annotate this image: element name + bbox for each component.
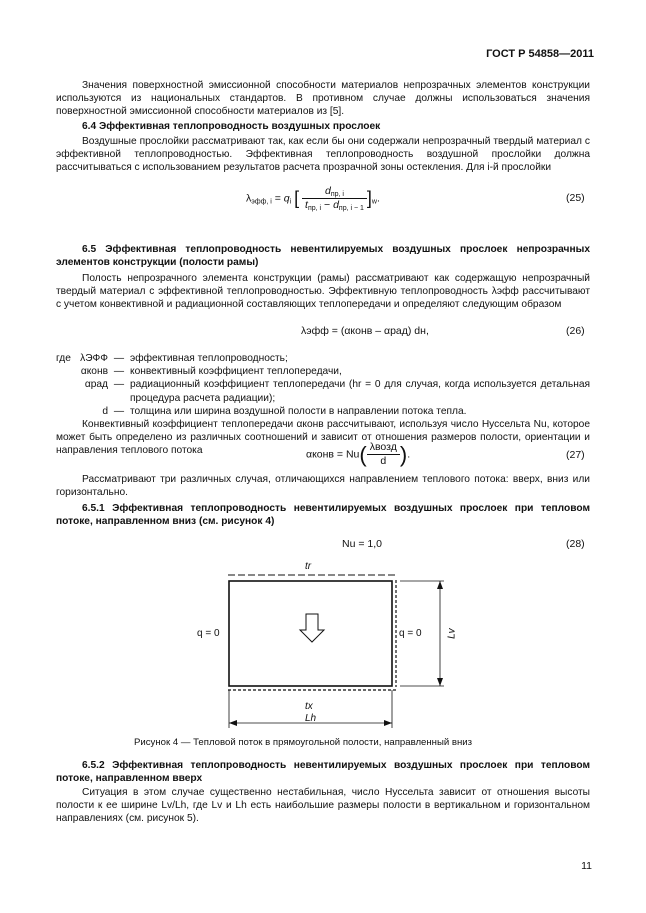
eq25-lambda: λ xyxy=(246,192,252,205)
definition-row: d — толщина или ширина воздушной полости в направлении потока тепла. xyxy=(56,405,590,418)
figure-label-lv: Lv xyxy=(446,628,458,639)
figure-label-tr: tr xyxy=(305,561,312,572)
definition-row: αрад — радиационный коэффициент теплопередачи (hr = 0 для случая, когда используется детальная процедура расчета радиации); xyxy=(56,378,590,404)
eq25-den-b-sub: пр, i − 1 xyxy=(338,205,364,213)
paragraph-three-cases: Рассматривают три различных случая, отличающихся направлением теплового потока: вверх, вниз или горизонтально. xyxy=(56,474,590,499)
figure-4-caption: Рисунок 4 — Тепловой поток в прямоугольной полости, направленный вниз xyxy=(134,737,473,748)
eq25-q: q xyxy=(283,192,290,205)
equation-25-number: (25) xyxy=(566,192,585,204)
eq27-den: d xyxy=(380,455,387,468)
equation-27-number: (27) xyxy=(566,449,585,461)
page-number: 11 xyxy=(581,860,592,872)
eq27-fraction xyxy=(367,441,400,468)
eq25-num: d xyxy=(324,185,331,197)
eq25-equals: = xyxy=(271,192,284,205)
heading-6-5: 6.5 Эффективная теплопроводность невентилируемых воздушных прослоек непрозрачных элементов конструкции (полости рамы) xyxy=(56,244,590,269)
eq25-lambda-sub: эфф, i xyxy=(251,198,272,206)
eq25-num-sub: пр, i xyxy=(330,191,344,198)
definition-symbol xyxy=(56,352,108,365)
figure-label-right-q: q = 0 xyxy=(399,628,422,639)
definition-symbol: αрад xyxy=(84,379,108,391)
definition-text: конвективный коэффициент теплопередачи, xyxy=(130,366,342,378)
definitions-list xyxy=(56,352,590,418)
definition-text: радиационный коэффициент теплопередачи (hr = 0 для случая, когда используется детальная процедура расчета радиации); xyxy=(130,379,590,404)
lv-arrow-bottom xyxy=(437,678,443,686)
figure-4-diagram xyxy=(190,556,460,732)
document-header: ГОСТ Р 54858—2011 xyxy=(486,48,594,60)
equation-27: αконв = Nu( $\frac{\text{λвозд}}{d}$ ). xyxy=(306,441,411,468)
eq27-end: . xyxy=(407,448,411,461)
lv-arrow-top xyxy=(437,581,443,589)
equation-28-number: (28) xyxy=(566,538,585,550)
definition-symbol: d xyxy=(102,405,108,417)
definitions-intro: где xyxy=(56,353,71,364)
eq25-den-b: d xyxy=(333,199,339,212)
equation-25: $\lambda_{эфф, i} = q_i$ [ $\frac{d_{пр, i}}{t_{пр, i} - d_{пр, i - 1}}$ ]$_w$. xyxy=(246,185,380,213)
figure-label-tx: tx xyxy=(305,701,313,712)
eq25-den-a: t xyxy=(305,199,308,212)
paragraph-frame-cavity: Полость непрозрачного элемента конструкции (рамы) рассматривают как содержащую непрозрачный твердый материал с эффективной теплопроводностью. Эффективную теплопроводность λэфф рассчитывают с учетом конвективной и радиационной составляющих теплопередачи и определяют следующим образом xyxy=(56,273,590,311)
equation-26-number: (26) xyxy=(566,325,585,337)
definition-text: толщина или ширина воздушной полости в направлении потока тепла. xyxy=(130,405,467,417)
equation-26: λэфф = (αконв – αрад) dн, xyxy=(301,325,429,337)
eq25-w: w xyxy=(371,198,377,206)
paragraph-air-layers xyxy=(56,135,590,175)
paragraph-convective: Конвективный коэффициент теплопередачи αконв рассчитывают, используя число Нуссельта Nu, которое может быть определено из различных соотношений и зависит от отношения размеров полости, ориентации и направления теплового потока xyxy=(56,419,590,457)
eq25-end: . xyxy=(376,192,380,205)
eq27-num: λвозд xyxy=(367,441,400,455)
definition-text: эффективная теплопроводность; xyxy=(130,353,288,364)
eq25-den-a-sub: пр, i xyxy=(307,205,322,213)
paragraph-upward-flow: Ситуация в этом случае существенно нестабильная, число Нуссельта зависит от отношения высоты полости к ее ширине Lv/Lh, где Lv и Lh есть наибольшие размеры полости в вертикальном и горизонтальном направлениях (см. рисунок 5). xyxy=(56,787,590,825)
heading-6-5-2: 6.5.2 Эффективная теплопроводность невентилируемых воздушных прослоек при тепловом потоке, направленном вверх xyxy=(56,760,590,785)
eq27-lhs: αконв = Nu xyxy=(306,448,360,461)
eq25-den-minus: − xyxy=(321,199,334,212)
paragraph-emissivity: Значения поверхностной эмиссионной способности материалов непрозрачных элементов конструкции используются из национальных стандартов. В противном случае должны использоваться значения поверхностной эмиссионной способности материалов из [5]. xyxy=(56,80,590,118)
equation-28: Nu = 1,0 xyxy=(342,538,382,550)
figure-label-lh: Lh xyxy=(305,713,317,724)
lh-arrow-left xyxy=(229,720,237,726)
definition-symbol-text: λЭФФ xyxy=(80,353,108,364)
heading-6-4: 6.4 Эффективная теплопроводность воздушных прослоек xyxy=(82,121,381,132)
lh-arrow-right xyxy=(384,720,392,726)
eq25-fraction xyxy=(302,185,367,212)
definition-row: αконв — конвективный коэффициент теплопередачи, xyxy=(56,365,590,378)
heading-6-5-1: 6.5.1 Эффективная теплопроводность невентилируемых воздушных прослоек при тепловом потоке, направленном вниз (см. рисунок 4) xyxy=(56,503,590,528)
definition-symbol: αконв xyxy=(80,366,108,378)
paragraph-air-layers-text: Воздушные прослойки рассматривают так, как если бы они содержали непрозрачный твердый материал с эффективной теплопроводностью. Эффективная теплопроводность воздушной прослойки должна рассчитываться с использованием результатов расчета прозрачной зоны остекления. Для i-й прослойки xyxy=(56,136,590,174)
definition-row: где λЭФФ — эффективная теплопроводность; xyxy=(56,352,590,365)
heat-flow-down-arrow-icon xyxy=(300,614,324,642)
eq25-q-sub: i xyxy=(289,198,292,206)
figure-label-left-q: q = 0 xyxy=(197,628,220,639)
